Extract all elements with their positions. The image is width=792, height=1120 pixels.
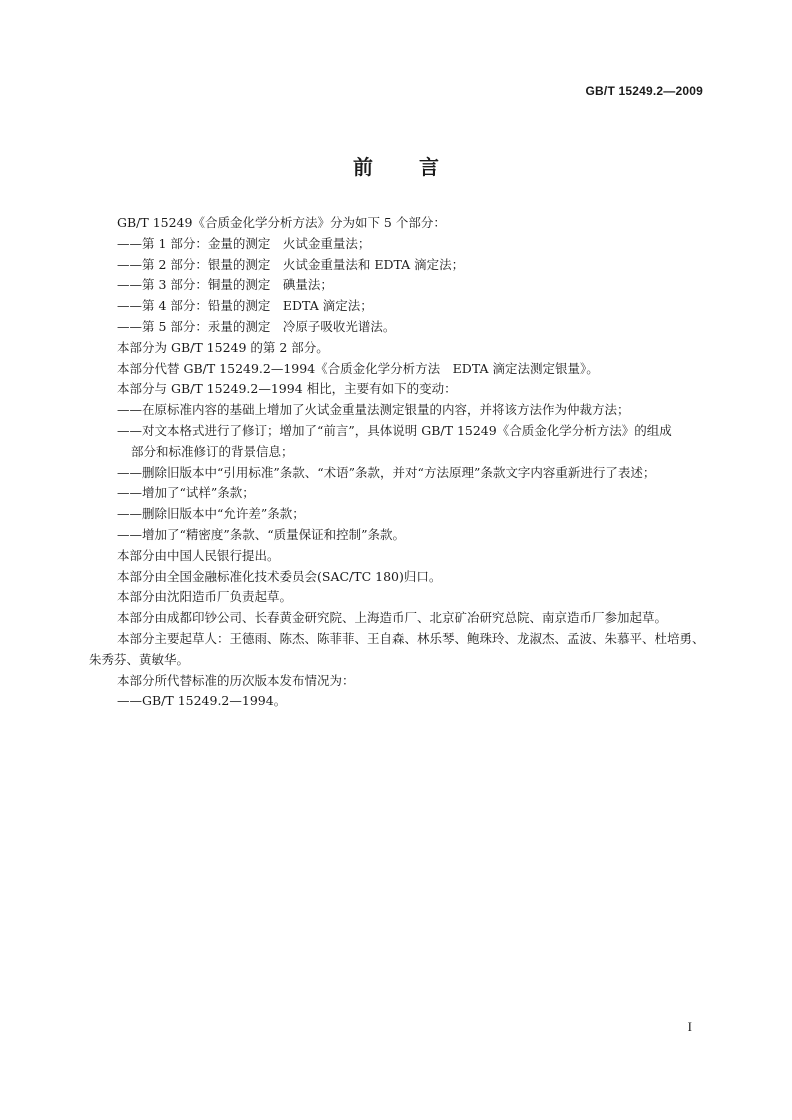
list-item: ——第 2 部分：银量的测定 火试金重量法和 EDTA 滴定法； <box>117 256 465 272</box>
list-item: ——GB/T 15249.2—1994。 <box>117 693 287 709</box>
page-title <box>0 151 792 180</box>
list-item: ——第 1 部分：金量的测定 火试金重量法； <box>117 235 371 251</box>
paragraph-line-continuation: 朱秀芬、黄敏华。 <box>89 651 190 667</box>
list-item: ——删除旧版本中“允许差”条款； <box>117 506 305 522</box>
paragraph-line: 本部分由全国金融标准化技术委员会(SAC/TC 180)归口。 <box>117 568 442 584</box>
standard-number: GB/T 15249.2—2009 <box>585 84 703 98</box>
paragraph-line: 本部分由中国人民银行提出。 <box>117 547 280 563</box>
paragraph-line: 本部分与 GB/T 15249.2—1994 相比，主要有如下的变动： <box>117 381 457 397</box>
paragraph-line: 本部分代替 GB/T 15249.2—1994《合质金化学分析方法 EDTA 滴定法测定银量》。 <box>117 360 599 376</box>
list-item: ——第 3 部分：铜量的测定 碘量法； <box>117 277 333 293</box>
list-item: ——对文本格式进行了修订；增加了“前言”，具体说明 GB/T 15249《合质金化学分析方法》的组成 <box>117 422 672 438</box>
paragraph-line: 本部分由成都印钞公司、长春黄金研究院、上海造币厂、北京矿冶研究总院、南京造币厂参加起草。 <box>117 610 668 626</box>
list-item: ——增加了“试样”条款； <box>117 485 255 501</box>
paragraph-line: GB/T 15249《合质金化学分析方法》分为如下 5 个部分： <box>117 215 446 230</box>
page-number: I <box>687 1019 692 1034</box>
list-item: ——删除旧版本中“引用标准”条款、“术语”条款，并对“方法原理”条款文字内容重新进行了表述； <box>117 464 656 480</box>
list-item: ——第 4 部分：铅量的测定 EDTA 滴定法； <box>117 298 373 314</box>
paragraph-line: 本部分主要起草人：王德雨、陈杰、陈菲菲、王自森、林乐琴、鲍珠玲、龙淑杰、孟波、朱慕平、杜培勇、 <box>117 630 705 646</box>
paragraph-line: 本部分由沈阳造币厂负责起草。 <box>117 589 293 605</box>
list-item-continuation: 部分和标准修订的背景信息； <box>131 443 294 459</box>
list-item: ——增加了“精密度”条款、“质量保证和控制”条款。 <box>117 526 406 542</box>
paragraph-line: 本部分所代替标准的历次版本发布情况为： <box>117 672 355 688</box>
paragraph-line: 本部分为 GB/T 15249 的第 2 部分。 <box>117 339 329 355</box>
list-item: ——第 5 部分：汞量的测定 冷原子吸收光谱法。 <box>117 318 396 334</box>
list-item: ——在原标准内容的基础上增加了火试金重量法测定银量的内容，并将该方法作为仲裁方法； <box>117 402 630 418</box>
foreword-body <box>89 213 709 712</box>
title-char-1: 前 <box>353 155 373 179</box>
title-char-2: 言 <box>419 155 439 179</box>
